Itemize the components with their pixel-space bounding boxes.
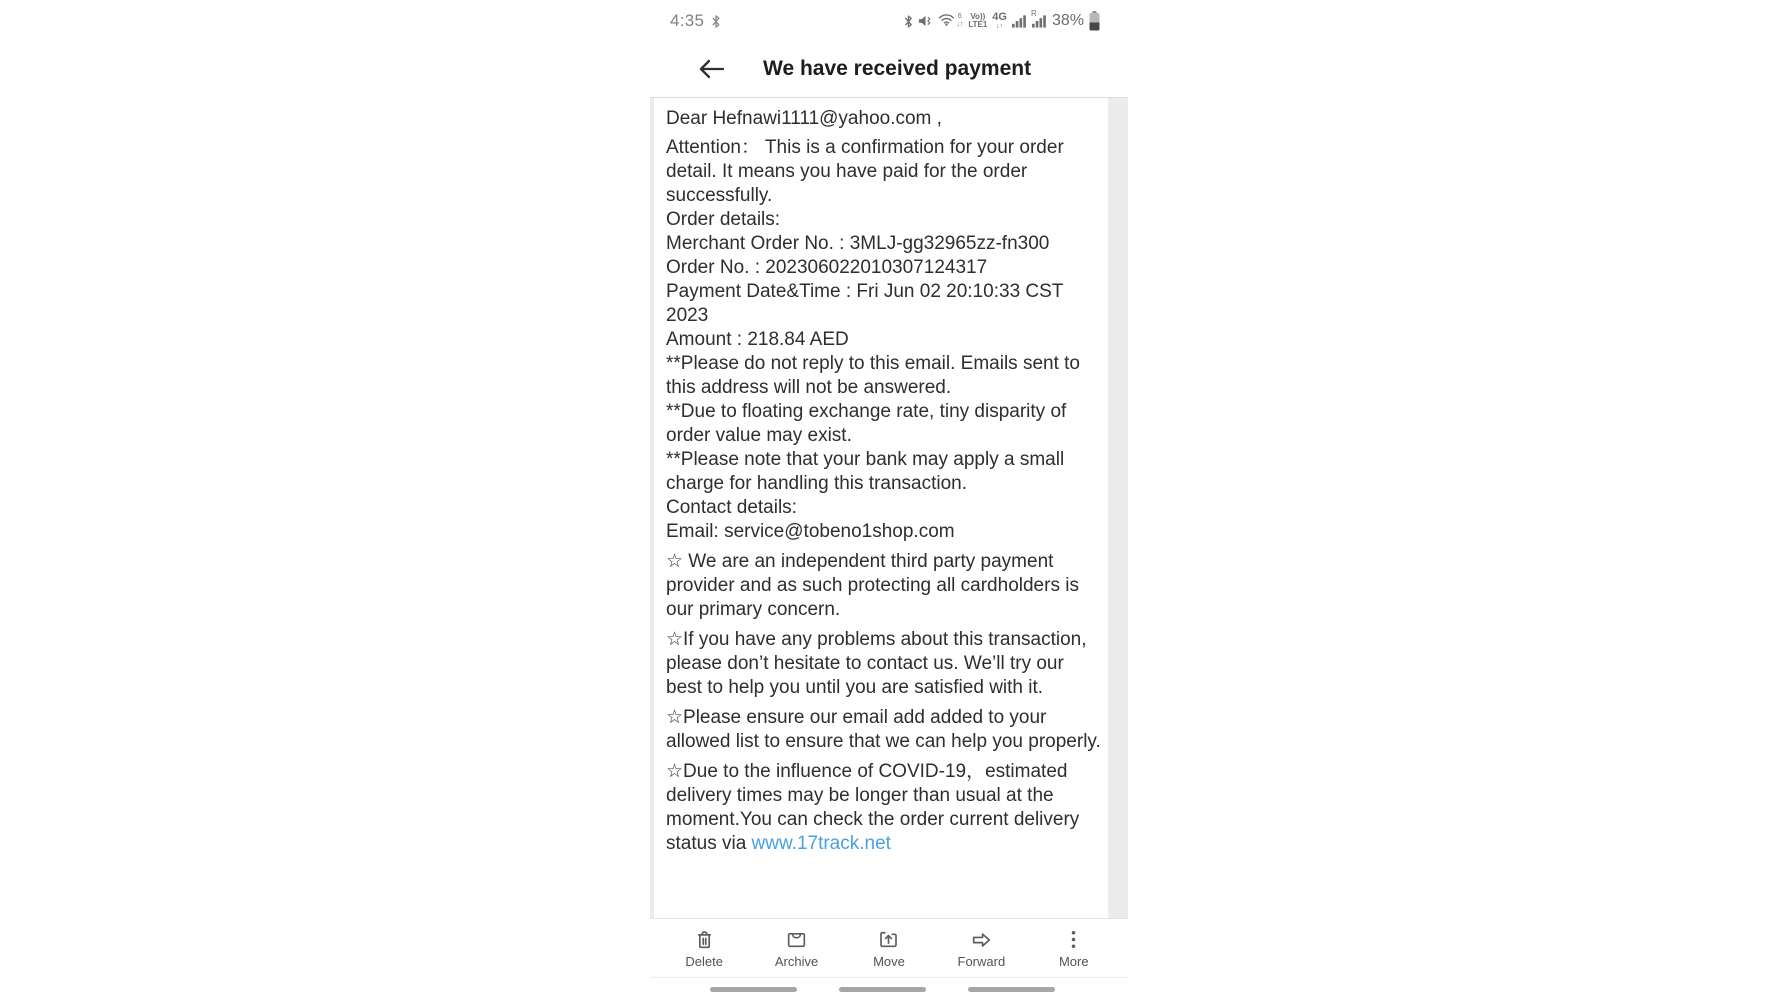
signal-bars-icon	[1012, 14, 1027, 28]
more-dots-icon	[1061, 927, 1086, 952]
more-label: More	[1058, 954, 1089, 969]
email-paragraph: Order No. : 202306022010307124317	[666, 257, 988, 278]
tracking-link[interactable]: www.17track.net	[751, 833, 891, 854]
back-arrow-icon	[698, 58, 725, 80]
volte-top-label: Vo))	[970, 12, 986, 21]
back-button[interactable]	[694, 54, 729, 84]
email-paragraph: **Please do not reply to this email. Emails sent to this address will not be answered.	[666, 353, 1080, 398]
move-label: Move	[873, 954, 905, 969]
bluetooth-icon	[904, 14, 913, 29]
status-bar	[650, 0, 1128, 40]
bottom-cutoff-row	[650, 978, 1128, 1000]
cutoff-bar	[839, 987, 926, 992]
archive-label: Archive	[774, 954, 819, 969]
archive-tray-icon	[784, 927, 809, 952]
network-4g-indicator	[992, 12, 1007, 31]
battery-icon	[1089, 11, 1100, 31]
delete-label: Delete	[685, 954, 723, 969]
email-paragraph: Payment Date&Time : Fri Jun 02 20:10:33 CST 2023	[666, 281, 1064, 326]
clock-time: 4:35	[670, 11, 705, 30]
covid-paragraph-text: ☆Due to the influence of COVID-19，estimated delivery times may be longer than usual at the moment.You can check the order current delivery status via	[666, 761, 1080, 854]
email-header	[650, 40, 1128, 97]
email-paragraph: Email: service@tobeno1shop.com	[666, 521, 955, 542]
email-body-webview[interactable]	[650, 98, 1128, 918]
trash-icon	[692, 927, 717, 952]
status-icons	[904, 11, 1100, 31]
mute-vibrate-icon	[918, 14, 933, 28]
page-title: We have received payment	[763, 56, 1032, 80]
volte-bottom-label: LTE1	[968, 20, 988, 29]
more-button[interactable]	[1034, 927, 1114, 969]
email-paragraph: Order details:	[666, 209, 781, 230]
wifi-6-badge: 6	[957, 13, 962, 20]
phone-screenshot	[650, 0, 1128, 1000]
cutoff-bar	[968, 987, 1055, 992]
move-button[interactable]	[849, 927, 929, 969]
roaming-label: R	[1030, 9, 1037, 18]
email-paragraph: ☆ We are an independent third party payment provider and as such protecting all cardholders is our primary concern.	[666, 551, 1079, 620]
bottom-toolbar	[650, 918, 1128, 978]
network-4g-label: 4G	[992, 10, 1007, 23]
email-content	[654, 98, 1108, 918]
cutoff-bar	[710, 987, 797, 992]
status-left	[670, 11, 721, 31]
email-paragraph: Attention： This is a confirmation for your order detail. It means you have paid for the order successfully.	[666, 137, 1064, 206]
email-greeting: Dear Hefnawi1111@yahoo.com ,	[666, 108, 942, 129]
delete-button[interactable]	[664, 927, 744, 969]
forward-button[interactable]	[941, 927, 1021, 969]
updown-arrows-icon: ↓↑	[996, 22, 1004, 30]
email-paragraph: Amount : 218.84 AED	[666, 329, 849, 350]
move-folder-icon	[876, 927, 901, 952]
battery-percent-label: 38%	[1051, 12, 1084, 29]
email-paragraph: Contact details:	[666, 497, 797, 518]
email-paragraph	[666, 760, 1102, 856]
wifi-icon	[938, 13, 963, 29]
roaming-signal-bars-icon	[1030, 9, 1047, 28]
bluetooth-icon	[711, 14, 721, 29]
email-paragraph: Merchant Order No. : 3MLJ-gg32965zz-fn300	[666, 233, 1050, 254]
email-paragraph: ☆Please ensure our email add added to your allowed list to ensure that we can help you properly.	[666, 707, 1101, 752]
email-paragraph: **Due to floating exchange rate, tiny disparity of order value may exist.	[666, 401, 1067, 446]
archive-button[interactable]	[757, 927, 837, 969]
email-paragraph: **Please note that your bank may apply a small charge for handling this transaction.	[666, 449, 1065, 494]
forward-label: Forward	[957, 954, 1006, 969]
volte-indicator	[968, 13, 987, 29]
email-paragraph: ☆If you have any problems about this transaction, please don’t hesitate to contact us. We’ll try our best to help you until you are satisfied with it.	[666, 629, 1087, 698]
updown-arrows-icon: ↓↑	[956, 21, 964, 28]
forward-arrow-icon	[969, 927, 994, 952]
